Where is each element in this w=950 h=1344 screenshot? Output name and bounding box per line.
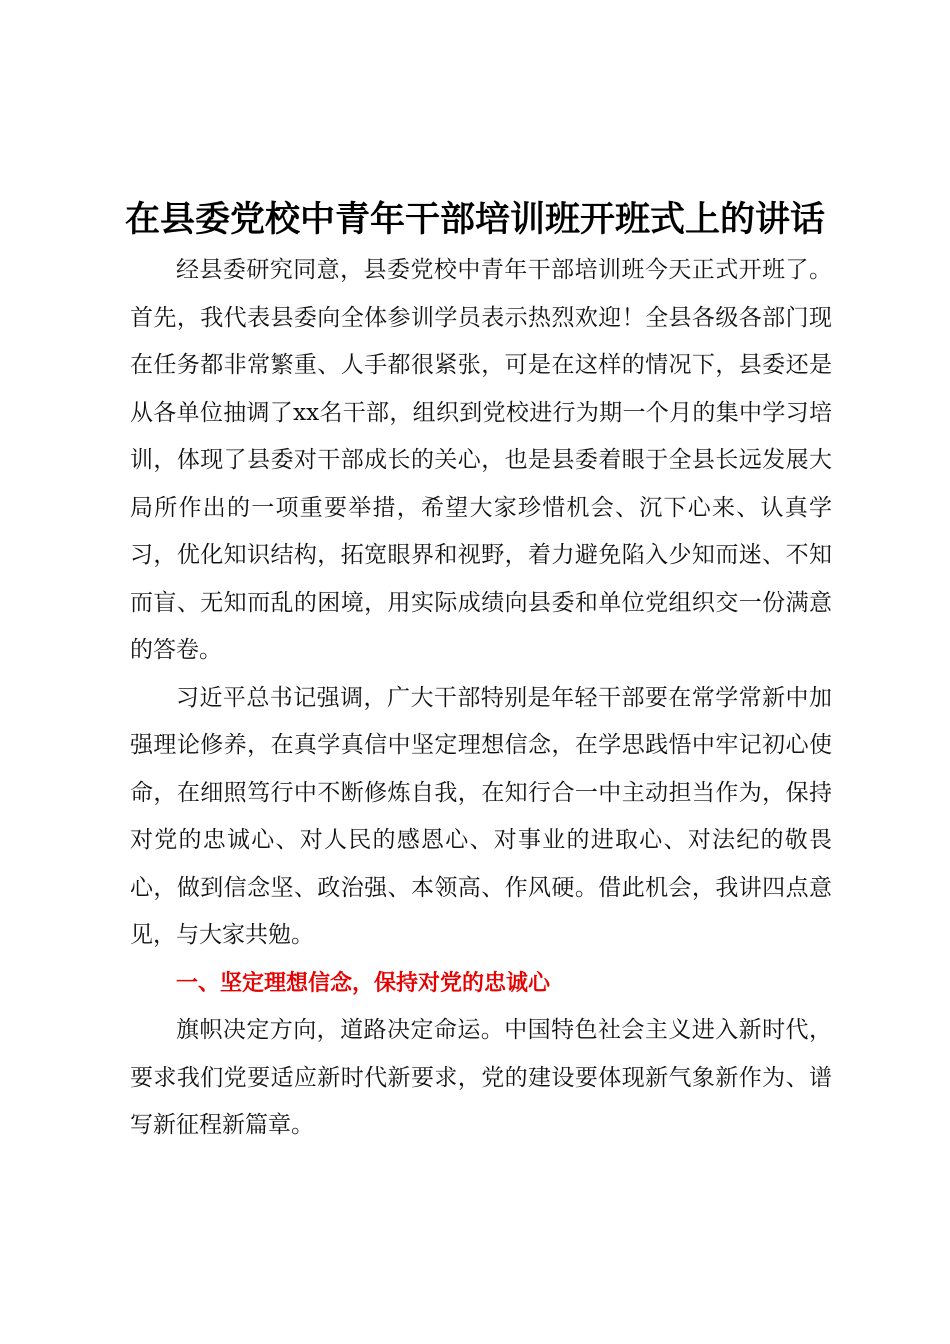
intro-paragraph: 经县委研究同意，县委党校中青年干部培训班今天正式开班了。首先，我代表县委向全体参训学员表示热烈欢迎！全县各级各部门现在任务都非常繁重、人手都很紧张，可是在这样的情况下，县委还是从各单位抽调了xx名干部，组织到党校进行为期一个月的集中学习培训，体现了县委对干部成长的关心，也是县委着眼于全县长远发展大局所作出的一项重要举措，希望大家珍惜机会、沉下心来、认真学习，优化知识结构，拓宽眼界和视野，着力避免陷入少知而迷、不知而盲、无知而乱的困境，用实际成绩向县委和单位党组织交一份满意的答卷。 — [130, 257, 832, 663]
quote-paragraph: 习近平总书记强调，广大干部特别是年轻干部要在常学常新中加强理论修养，在真学真信中坚定理想信念，在学思践悟中牢记初心使命，在细照笃行中不断修炼自我，在知行合一中主动担当作为，保持对党的忠诚心、对人民的感恩心、对事业的进取心、对法纪的敬畏心，做到信念坚、政治强、本领高、作风硬。借此机会，我讲四点意见，与大家共勉。 — [130, 684, 832, 948]
section-1-paragraph: 旗帜决定方向，道路决定命运。中国特色社会主义进入新时代，要求我们党要适应新时代新要求，党的建设要体现新气象新作为、谱写新征程新篇章。 — [130, 1017, 832, 1138]
section-heading-1: 一、坚定理想信念，保持对党的忠诚心 — [176, 970, 551, 996]
document-body — [130, 247, 832, 1150]
document-title: 在县委党校中青年干部培训班开班式上的讲话 — [124, 199, 825, 240]
